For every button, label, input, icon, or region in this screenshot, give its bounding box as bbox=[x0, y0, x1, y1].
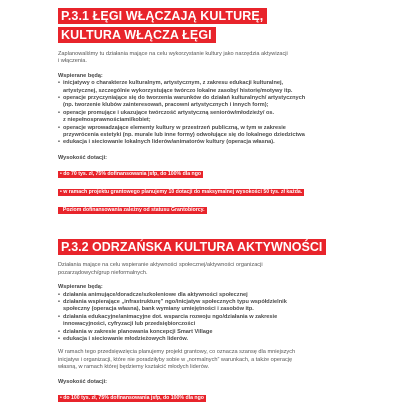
bullet-item: innowacyjności, cyfryzacji lub przedsiębiorczości bbox=[63, 321, 196, 328]
bullet-item: • działania edukacyjne/animacyjne dot. wsparcia rozwoju ngo/działania w zakresie bbox=[58, 314, 342, 321]
section2-supported-label: Wspierane będą: bbox=[58, 284, 103, 291]
section2-paragraph bbox=[58, 349, 342, 371]
bullet-item: przywrócenia estetyki (np. murale lub inne formy) odwołujące się do lokalnego dziedzictwa bbox=[63, 132, 305, 139]
bullet-item: artystycznej, szczególnie wykorzystujące twórczo lokalne zasoby/ historię/motywy itp. bbox=[63, 87, 293, 94]
section1-amount-label: Wysokość dotacji: bbox=[58, 154, 108, 161]
bullet-item: • inicjatywy o charakterze kulturalnym, artystycznym, z zakresu edukacji kulturalnej, bbox=[58, 80, 342, 87]
bullet-item: • działania wspierające „infrastrukturę” ngo/inicjatyw społecznych typu współdzielnik bbox=[58, 299, 342, 306]
amount-row: • do 70 tys. zł, 75% dofinansowania jsfp, do 100% dla ngo bbox=[60, 171, 202, 178]
section2 bbox=[58, 238, 342, 404]
section1-intro: Zaplanowaliśmy tu działania mające na celu wykorzystanie kultury jako narzędzia aktywizacji i włączenia. bbox=[58, 51, 288, 65]
amount-row: • do 100 tys. zł, 75% dofinansowania jsfp, do 100% dla ngo bbox=[60, 394, 204, 401]
section2-bullet-list bbox=[58, 292, 342, 344]
bullet-item: • edukacja i sieciowanie lokalnych liderów/animatorów kultury (operacja własna). bbox=[58, 139, 342, 146]
section1-heading bbox=[58, 7, 342, 45]
paragraph-line: własną, w ramach której będziemy kształcić młodych liderów. bbox=[58, 364, 210, 371]
section2-amount-label: Wysokość dotacji: bbox=[58, 378, 108, 385]
section2-intro: Działania mające na celu wspieranie aktywności społecznej/aktywności organizacji pozarządowych/grup nieformalnych. bbox=[58, 262, 263, 276]
bullet-item: • edukacja i sieciowanie młodzieżowych liderów. bbox=[58, 336, 342, 343]
section1-heading-line2: KULTURA WŁĄCZA ŁĘGI bbox=[58, 27, 216, 43]
section1-amount-block bbox=[58, 162, 342, 216]
paragraph-line: W ramach tego przedsięwzięcia planujemy projekt grantowy, co oznacza szansę dla mniejszych bbox=[58, 349, 296, 356]
section2-heading: P.3.2 ODRZAŃSKA KULTURA AKTYWNOŚCI bbox=[58, 239, 326, 255]
section1-bullet-list bbox=[58, 80, 342, 147]
bullet-item: społeczny (operacja własna), bank wymiany umiejętności i zasobów itp. bbox=[63, 306, 254, 313]
amount-row: • w ramach projektu grantowego planujemy 10 dotacji do maksymalnej wysokości 50 tys. zł każda. bbox=[60, 189, 303, 196]
section2-amount-block bbox=[58, 386, 342, 404]
section1-heading-line1: P.3.1 ŁĘGI WŁĄCZAJĄ KULTURĘ, bbox=[58, 8, 267, 24]
bullet-item: • działania w zakresie planowania koncepcji Smart Village bbox=[58, 329, 342, 336]
bullet-item: • operacje przyczyniające się do tworzenia warunków do działań kulturalnych/ artystycznych bbox=[58, 95, 342, 102]
bullet-item: • operacje wprowadzające elementy kultury w przestrzeń publiczną, w tym w zakresie bbox=[58, 125, 342, 132]
bullet-item: (np. tworzenie klubów zainteresowań, pracowni artystycznych i innych form); bbox=[63, 102, 269, 109]
paragraph-line: inicjatyw i organizacji, które nie poradziłyby sobie w „normalnych” warunkach, a także operację bbox=[58, 356, 293, 363]
document-page bbox=[0, 7, 400, 407]
amount-row: Poziom dofinansowania zależny od statusu Grantobiorcy. bbox=[60, 207, 205, 214]
bullet-item: • działania animujące/doradcze/szkoleniowe dla aktywności społecznej bbox=[58, 292, 342, 299]
bullet-item: z niepełnosprawnościami/kobiet; bbox=[63, 117, 151, 124]
bullet-item: • operacje promujące i ukazujące twórczość artystyczną seniorów/młodzieży/ os. bbox=[58, 110, 342, 117]
section1-supported-label: Wspierane będą: bbox=[58, 72, 103, 79]
